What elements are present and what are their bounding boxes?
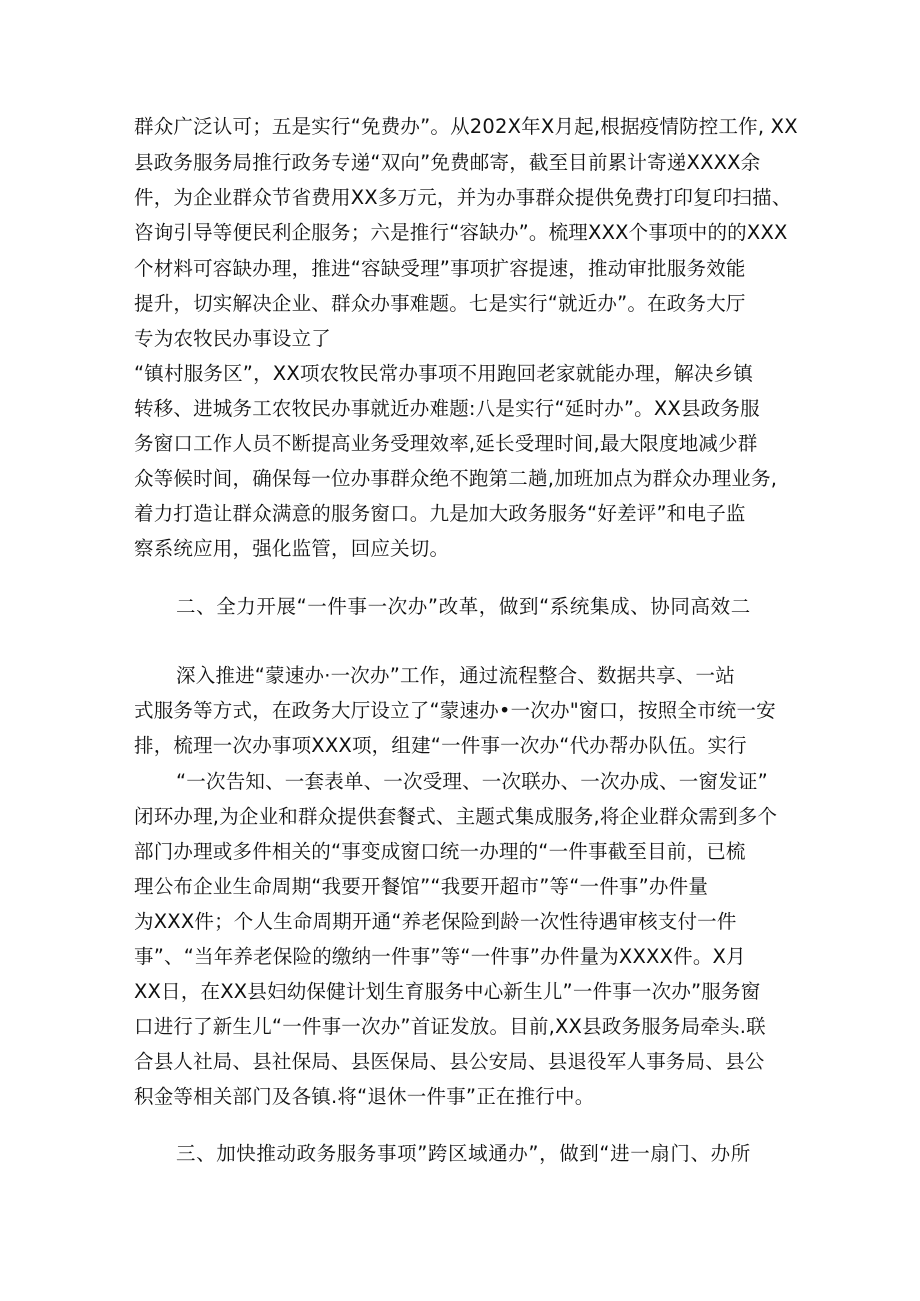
paragraph-line: 为XXX件；个人生命周期开通“养老保险到龄一次性待遇审核支付一件: [134, 910, 737, 933]
paragraph-line: 着力打造让群众满意的服务窗口。九是加大政务服务“好差评”和电子监: [134, 502, 746, 525]
paragraph-line: XX日，在XX县妇幼保健计划生育服务中心新生儿”一件事一次办”服务窗: [134, 980, 761, 1003]
paragraph-line: 县政务服务局推行政务专递“双向”免费邮寄，截至目前累计寄递XXXX余: [134, 151, 761, 174]
paragraph-line: “镇村服务区”，XX项农牧民常办事项不用跑回老家就能办理，解决乡镇: [134, 362, 754, 385]
paragraph-line: 深入推进“蒙速办·一次办”工作，通过流程整合、数据共享、一站: [176, 664, 735, 687]
section-heading: 三、加快推动政务服务事项”跨区域通办”，做到“进一扇门、办所: [176, 1142, 751, 1165]
paragraph-line: 式服务等方式，在政务大厅设立了“蒙速办•一次办"窗口，按照全市统一安: [134, 699, 776, 722]
paragraph-line: 合县人社局、县社保局、县医保局、县公安局、县退役军人事务局、县公: [134, 1050, 765, 1073]
paragraph-line: 排，梳理一次办事项XXX项，组建“一件事一次办“代办帮办队伍。实行: [134, 734, 747, 757]
paragraph-line: 群众广泛认可；五是实行“免费办”。从202X年X月起,根据疫情防控工作, XX: [134, 115, 798, 138]
paragraph-line: 转移、进城务工农牧民办事就近办难题:八是实行“延时办”。XX县政务服: [134, 397, 760, 420]
paragraph-line: 件，为企业群众节省费用XX多万元，并为办事群众提供免费打印复印扫描、: [134, 186, 792, 209]
paragraph-line: 专为农牧民办事设立了: [134, 327, 332, 350]
paragraph-line: 务窗口工作人员不断提高业务受理效率,延长受理时间,最大限度地减少群: [134, 432, 758, 455]
paragraph-line: 闭环办理,为企业和群众提供套餐式、主题式集成服务,将企业群众需到多个: [134, 805, 778, 828]
section-heading: 二、全力开展“一件事一次办”改革，做到“系统集成、协同高效二: [176, 595, 751, 618]
paragraph-line: 众等候时间，确保每一位办事群众绝不跑第二趟,加班加点为群众办理业务,: [134, 467, 778, 490]
paragraph-line: 积金等相关部门及各镇.将“退休一件事”正在推行中。: [134, 1085, 595, 1108]
paragraph-line: 察系统应用，强化监管，回应关切。: [134, 537, 450, 560]
paragraph-line: 提升，切实解决企业、群众办事难题。七是实行“就近办”。在政务大厅: [134, 292, 746, 315]
paragraph-line: 个材料可容缺办理，推进“容缺受理”事项扩容提速，推动审批服务效能: [134, 257, 746, 280]
paragraph-line: “一次告知、一套表单、一次受理、一次联办、一次办成、一窗发证”: [176, 770, 768, 793]
paragraph-line: 理公布企业生命周期“我要开餐馆”“我要开超市”等“一件事”办件量: [134, 875, 709, 898]
paragraph-line: 口进行了新生儿“一件事一次办”首证发放。目前,XX县政务服务局牵头.联: [134, 1015, 766, 1038]
paragraph-line: 咨询引导等便民利企服务；六是推行“容缺办”。梳理XXX个事项中的的XXX: [134, 221, 788, 244]
paragraph-line: 部门办理或多件相关的“事变成窗口统一办理的“一件事截至目前，已梳: [134, 840, 746, 863]
paragraph-line: 事”、“当年养老保险的缴纳一件事”等“一件事”办件量为XXXX件。X月: [134, 945, 746, 968]
